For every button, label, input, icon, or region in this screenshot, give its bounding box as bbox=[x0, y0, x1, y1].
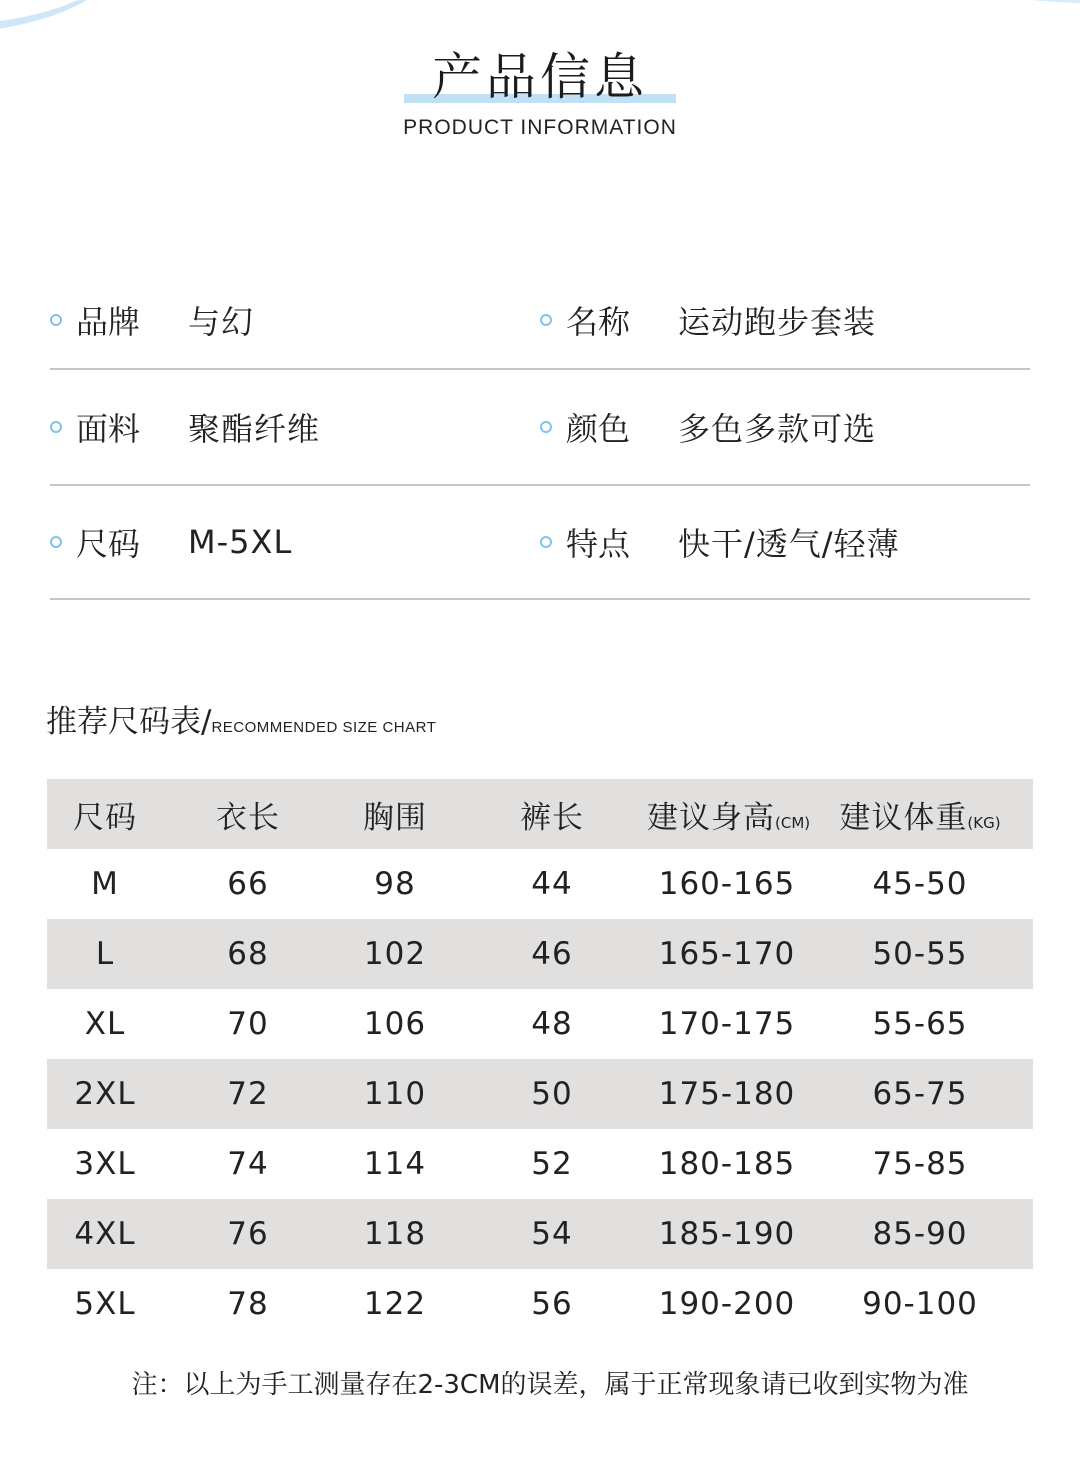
info-fabric bbox=[50, 404, 540, 450]
cell-length: 76 bbox=[227, 1216, 269, 1252]
cell-chest: 122 bbox=[363, 1286, 427, 1322]
cell-length: 74 bbox=[227, 1146, 269, 1182]
cell-weight: 45-50 bbox=[872, 866, 968, 902]
cell-pants: 52 bbox=[531, 1146, 573, 1182]
table-row bbox=[47, 919, 1033, 989]
cell-size: L bbox=[95, 936, 115, 972]
info-value: 快干/透气/轻薄 bbox=[678, 525, 900, 563]
page-subtitle: PRODUCT INFORMATION bbox=[403, 116, 677, 139]
header-weight bbox=[807, 792, 1033, 837]
cell-chest: 106 bbox=[363, 1006, 427, 1042]
product-info-grid bbox=[50, 272, 1030, 600]
info-value: 与幻 bbox=[188, 303, 255, 341]
table-header-row bbox=[47, 779, 1033, 849]
cell-height: 190-200 bbox=[658, 1286, 796, 1322]
info-row bbox=[50, 370, 1030, 486]
cell-weight: 55-65 bbox=[872, 1006, 968, 1042]
cell-chest: 102 bbox=[363, 936, 427, 972]
info-label: 颜色 bbox=[566, 410, 631, 448]
cell-size: 4XL bbox=[74, 1216, 136, 1252]
cell-weight: 90-100 bbox=[862, 1286, 978, 1322]
table-row bbox=[47, 1059, 1033, 1129]
page-header bbox=[0, 44, 1080, 140]
size-chart-table bbox=[47, 779, 1033, 1339]
cell-length: 66 bbox=[227, 866, 269, 902]
cell-pants: 54 bbox=[531, 1216, 573, 1252]
info-label: 尺码 bbox=[76, 525, 141, 563]
table-row bbox=[47, 1129, 1033, 1199]
header-height-unit: (CM) bbox=[775, 813, 811, 832]
size-chart-title-en: RECOMMENDED SIZE CHART bbox=[211, 719, 437, 736]
info-value: 聚酯纤维 bbox=[188, 410, 321, 448]
cell-chest: 110 bbox=[363, 1076, 427, 1112]
info-brand bbox=[50, 297, 540, 343]
size-chart-title-cn: 推荐尺码表/ bbox=[46, 704, 212, 740]
info-label: 特点 bbox=[566, 525, 631, 563]
cell-chest: 98 bbox=[374, 866, 416, 902]
header-weight-label: 建议体重 bbox=[839, 799, 968, 836]
header-length: 衣长 bbox=[216, 799, 280, 836]
cell-height: 165-170 bbox=[658, 936, 796, 972]
cell-height: 160-165 bbox=[658, 866, 796, 902]
header-weight-unit: (KG) bbox=[967, 813, 1001, 832]
info-value: 多色多款可选 bbox=[678, 410, 877, 448]
header-height bbox=[647, 792, 811, 837]
header-pants: 裤长 bbox=[520, 799, 584, 836]
table-row bbox=[47, 849, 1033, 919]
circle-bullet-icon bbox=[50, 421, 62, 433]
table-row bbox=[47, 989, 1033, 1059]
decorative-corner-arc bbox=[0, 0, 120, 34]
title-wrap bbox=[432, 44, 648, 110]
cell-weight: 50-55 bbox=[872, 936, 968, 972]
cell-pants: 56 bbox=[531, 1286, 573, 1322]
cell-length: 78 bbox=[227, 1286, 269, 1322]
circle-bullet-icon bbox=[50, 314, 62, 326]
cell-pants: 48 bbox=[531, 1006, 573, 1042]
cell-weight: 85-90 bbox=[872, 1216, 968, 1252]
header-chest: 胸围 bbox=[363, 799, 427, 836]
cell-size: M bbox=[91, 866, 119, 902]
info-name bbox=[540, 297, 1030, 343]
cell-length: 70 bbox=[227, 1006, 269, 1042]
cell-chest: 118 bbox=[363, 1216, 427, 1252]
info-value: M-5XL bbox=[188, 523, 293, 561]
cell-pants: 46 bbox=[531, 936, 573, 972]
cell-weight: 65-75 bbox=[872, 1076, 968, 1112]
cell-height: 170-175 bbox=[658, 1006, 796, 1042]
table-row bbox=[47, 1269, 1033, 1339]
info-label: 品牌 bbox=[76, 303, 141, 341]
cell-chest: 114 bbox=[363, 1146, 427, 1182]
cell-size: 5XL bbox=[74, 1286, 136, 1322]
cell-size: XL bbox=[84, 1006, 126, 1042]
circle-bullet-icon bbox=[540, 421, 552, 433]
cell-height: 180-185 bbox=[658, 1146, 796, 1182]
circle-bullet-icon bbox=[540, 314, 552, 326]
page-title: 产品信息 bbox=[432, 48, 648, 106]
info-color bbox=[540, 404, 1030, 450]
cell-weight: 75-85 bbox=[872, 1146, 968, 1182]
cell-length: 68 bbox=[227, 936, 269, 972]
cell-pants: 50 bbox=[531, 1076, 573, 1112]
info-feature bbox=[540, 519, 1030, 565]
cell-size: 2XL bbox=[74, 1076, 136, 1112]
info-value: 运动跑步套装 bbox=[678, 303, 877, 341]
cell-height: 175-180 bbox=[658, 1076, 796, 1112]
cell-height: 185-190 bbox=[658, 1216, 796, 1252]
cell-pants: 44 bbox=[531, 866, 573, 902]
cell-length: 72 bbox=[227, 1076, 269, 1112]
circle-bullet-icon bbox=[50, 536, 62, 548]
circle-bullet-icon bbox=[540, 536, 552, 548]
info-label: 名称 bbox=[566, 303, 631, 341]
info-label: 面料 bbox=[76, 410, 141, 448]
size-chart-title bbox=[46, 696, 436, 741]
info-row bbox=[50, 486, 1030, 600]
header-size: 尺码 bbox=[73, 799, 137, 836]
table-row bbox=[47, 1199, 1033, 1269]
decorative-corner-arc-right bbox=[960, 0, 1080, 4]
header-height-label: 建议身高 bbox=[647, 799, 775, 836]
cell-size: 3XL bbox=[74, 1146, 136, 1182]
info-size bbox=[50, 519, 540, 565]
measurement-note: 注：以上为手工测量存在2-3CM的误差，属于正常现象请已收到实物为准 bbox=[131, 1370, 969, 1400]
info-row bbox=[50, 272, 1030, 370]
